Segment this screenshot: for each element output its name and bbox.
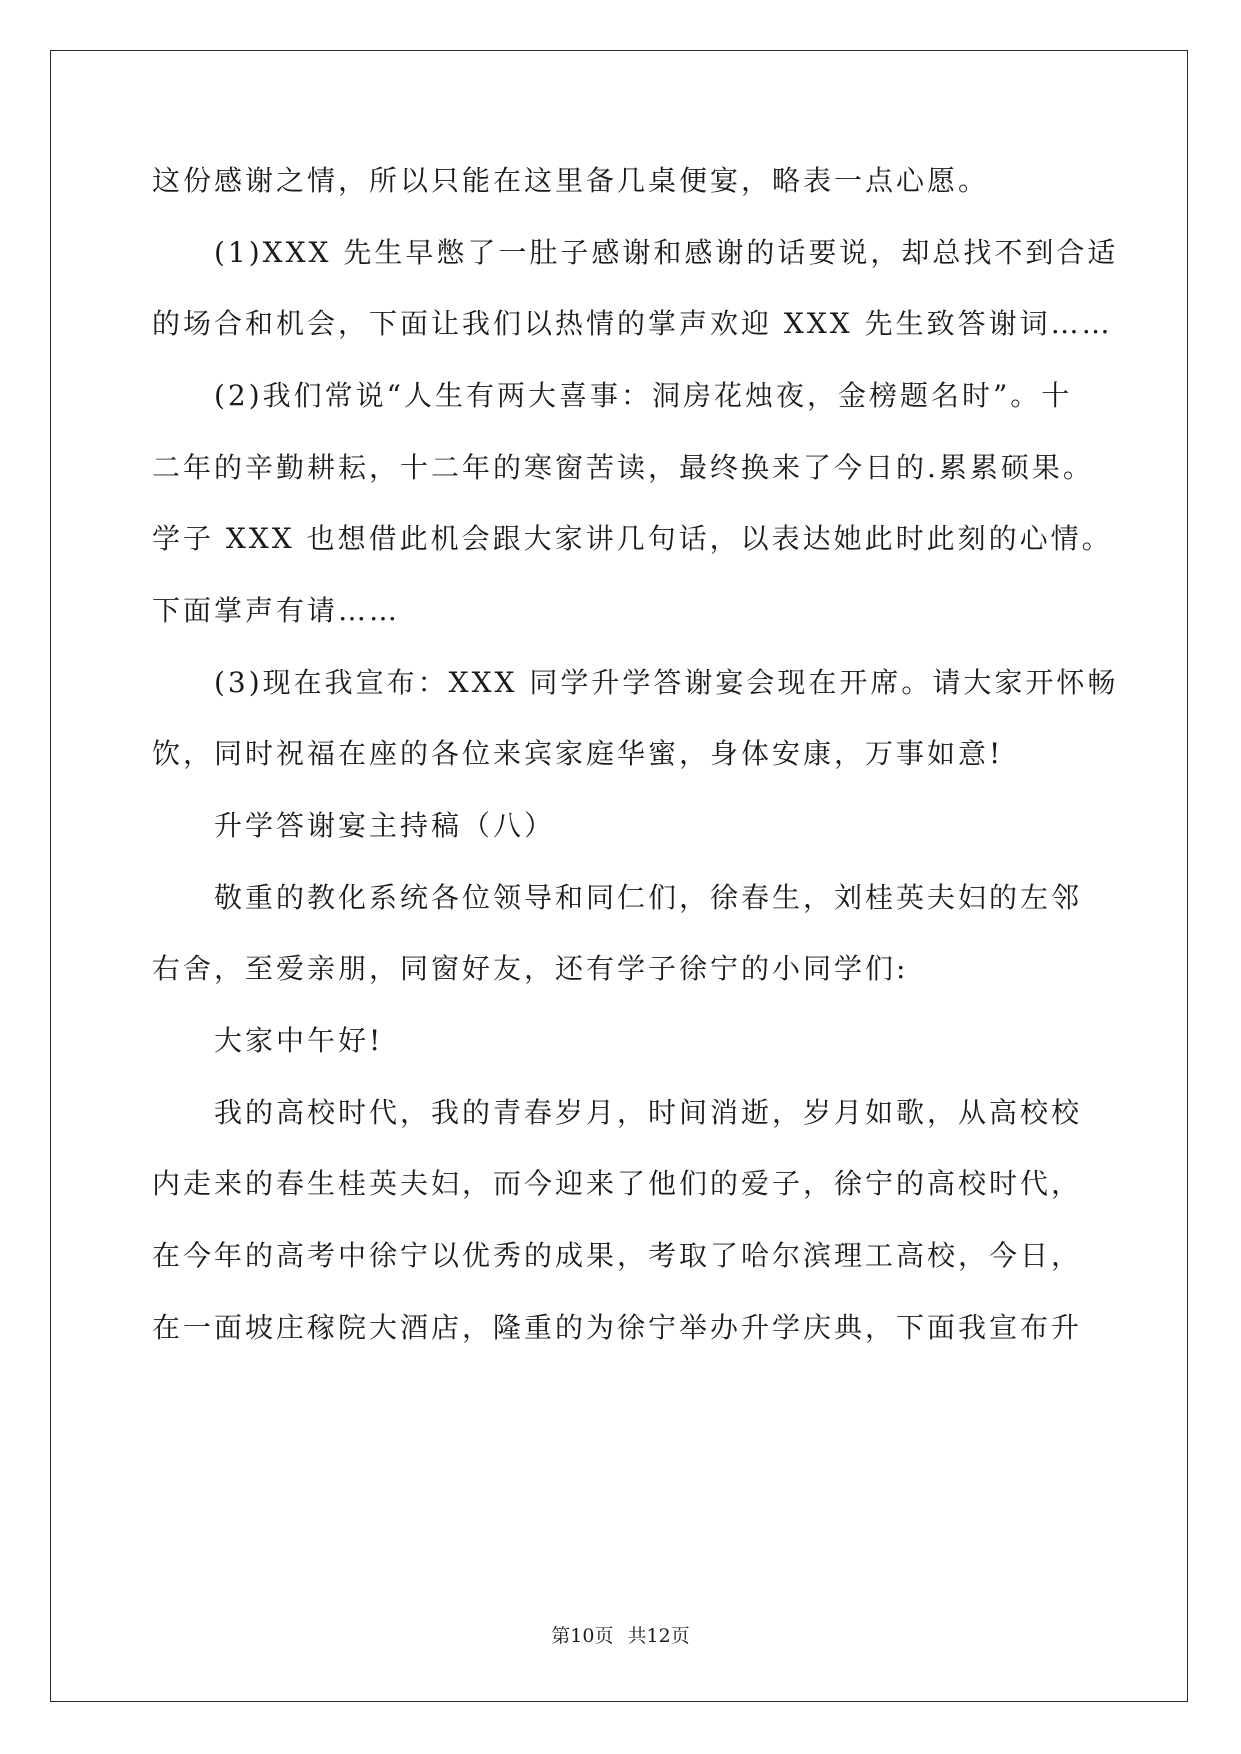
page-total: 共12页 [627,1625,690,1647]
page-footer [0,1624,1241,1648]
text-line: (2)我们常说“人生有两大喜事：洞房花烛夜，金榜题名时”。十 [214,379,1073,412]
text-line: 学子 XXX 也想借此机会跟大家讲几句话，以表达她此时此刻的心情。 [152,522,1113,555]
text-line: 右舍，至爱亲朋，同窗好友，还有学子徐宁的小同学们: [152,952,909,985]
text-line: 内走来的春生桂英夫妇，而今迎来了他们的爱子，徐宁的高校时代， [152,1167,1083,1200]
text-line: 大家中午好! [214,1024,384,1057]
text-line: 在一面坡庄稼院大酒店，隆重的为徐宁举办升学庆典，下面我宣布升 [152,1311,1083,1344]
text-line: (1)XXX 先生早憋了一肚子感谢和感谢的话要说，却总找不到合适 [214,236,1119,269]
page-border [50,50,1188,1702]
text-line: 敬重的教化系统各位领导和同仁们，徐春生，刘桂英夫妇的左邻 [214,881,1083,914]
text-line: 这份感谢之情，所以只能在这里备几桌便宴，略表一点心愿。 [152,164,990,197]
section-heading: 升学答谢宴主持稿（八） [214,809,556,842]
text-line: 我的高校时代，我的青春岁月，时间消逝，岁月如歌，从高校校 [214,1096,1083,1129]
text-line: 在今年的高考中徐宁以优秀的成果，考取了哈尔滨理工高校，今日， [152,1239,1083,1272]
text-line: 饮，同时祝福在座的各位来宾家庭华蜜，身体安康，万事如意! [152,737,1004,770]
page-number: 第10页 [551,1625,614,1647]
text-line: 下面掌声有请…… [152,594,401,627]
text-line: 的场合和机会，下面让我们以热情的掌声欢迎 XXX 先生致答谢词…… [152,307,1113,340]
text-line: (3)现在我宣布：XXX 同学升学答谢宴会现在开席。请大家开怀畅 [214,666,1119,699]
text-line: 二年的辛勤耕耘，十二年的寒窗苦读，最终换来了今日的.累累硕果。 [152,451,1094,484]
